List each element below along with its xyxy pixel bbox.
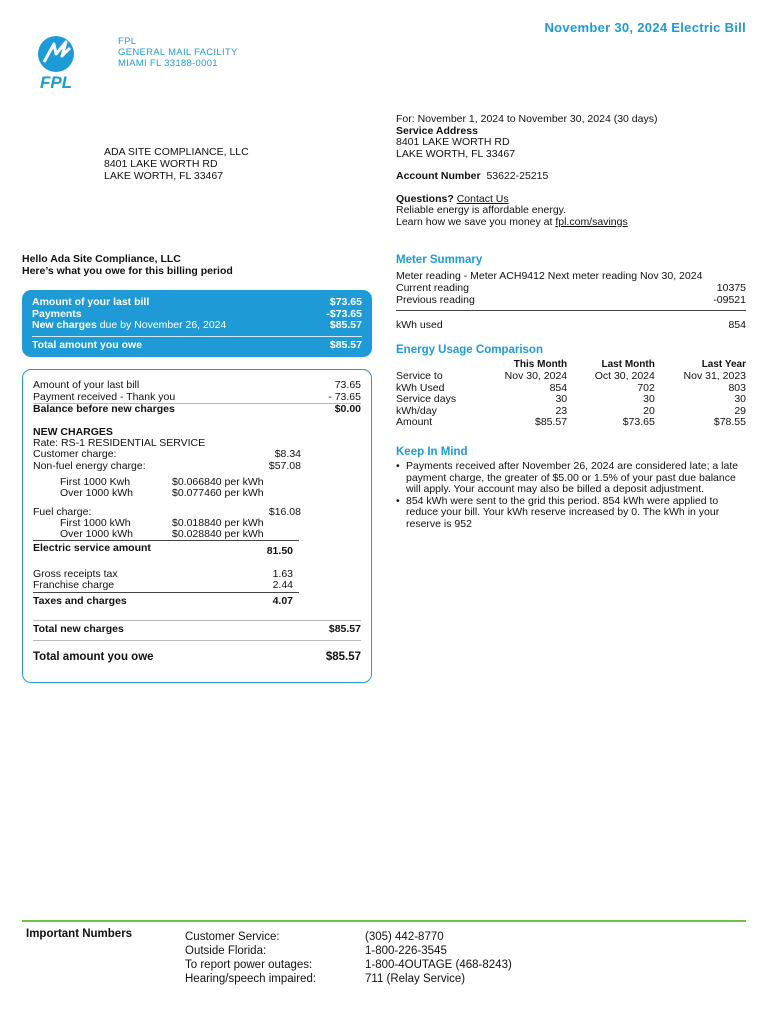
savings-link[interactable]: fpl.com/savings: [555, 215, 628, 228]
list-item: • 854 kWh were sent to the grid this period. 854 kWh were applied to reduce your bill. Your kWh reserve increased by 0. The kWh in your reserve is 952: [396, 496, 746, 531]
logo-text: FPL: [40, 73, 73, 92]
bill-title: November 30, 2024 Electric Bill: [544, 20, 746, 35]
important-numbers-values: (305) 442-8770 1-800-226-3545 1-800-4OUTAGE (468-8243) 711 (Relay Service): [365, 931, 512, 985]
keep-in-mind: Keep In Mind • Payments received after November 26, 2024 are considered late; a late payment charge, the greater of $5.00 or 1.5% of your past due balance will apply. Your account may also be billed a deposit adjustment. • 854 kWh were sent to the grid this period. 854 kWh were applied to reduce your bill. Your kWh reserve increased by 0. The kWh in your reserve is 952: [396, 446, 746, 530]
billing-period: For: November 1, 2024 to November 30, 2024 (30 days): [396, 113, 658, 125]
contact-us-link[interactable]: Contact Us: [456, 192, 509, 205]
list-item: • Payments received after November 26, 2024 are considered late; a late payment charge, the greater of $5.00 or 1.5% of your past due balance will apply. Your account may also be billed a deposit adjustment.: [396, 461, 746, 496]
meter-summary: Meter Summary Meter reading - Meter ACH9412 Next meter reading Nov 30, 2024 Current reading 10375 Previous reading -09521 kWh used 854: [396, 254, 746, 331]
service-address-label: Service Address: [396, 124, 478, 137]
fpl-logo: [34, 32, 106, 96]
footer-divider: [22, 920, 746, 922]
recipient-address: ADA SITE COMPLIANCE, LLC 8401 LAKE WORTH RD LAKE WORTH, FL 33467: [104, 146, 249, 182]
sender-address: FPL GENERAL MAIL FACILITY MIAMI FL 33188-0001: [118, 36, 238, 69]
table-row: Service days 30 30 30: [396, 393, 746, 405]
amount-summary-box: Amount of your last bill $73.65 Payments -$73.65 New charges due by November 26, 2024 $85.57 Total amount you owe $85.57: [22, 290, 372, 357]
important-numbers-labels: Customer Service: Outside Florida: To report power outages: Hearing/speech impaired:: [185, 931, 317, 985]
table-row: Amount $85.57 $73.65 $78.55: [396, 416, 746, 428]
table-row: kWh Used 854 702 803: [396, 381, 746, 394]
usage-table: This Month Last Month Last Year Service to Nov 30, 2024 Oct 30, 2024 Nov 31, 2023 kWh Used 854 702 803 Service days 30 30 30 kWh/day 23 20 29 Amount $85.57 $73.65 $78.55: [396, 359, 746, 428]
account-info: For: November 1, 2024 to November 30, 2024 (30 days) Service Address 8401 LAKE WORTH RD LAKE WORTH, FL 33467 Account Number 53622-25215 Questions? Contact Us Reliable energy is affordable energy. Learn how we save you money at fpl.com/savings: [396, 114, 746, 228]
account-number: Account Number 53622-25215: [396, 170, 549, 182]
table-row: kWh/day 23 20 29: [396, 404, 746, 417]
energy-usage-comparison: Energy Usage Comparison This Month Last Month Last Year Service to Nov 30, 2024 Oct 30, 2024 Nov 31, 2023 kWh Used 854 702 803 Service days 30 30 30 kWh/day 23 20 29 Amount $85.57 $73.65 $78.55: [396, 344, 746, 428]
important-numbers-title: Important Numbers: [26, 928, 133, 940]
summary-total: Total amount you owe $85.57: [32, 338, 362, 351]
charges-detail-box: Amount of your last bill 73.65 Payment received - Thank you - 73.65 Balance before new charges $0.00 NEW CHARGES Rate: RS-1 RESIDENTIAL SERVICE Customer charge: $8.34 Non-fuel energy charge: $57.08 First 1000 Kwh $0.066840 per kWh Over 1000 kWh $0.077460 per kWh Fuel charge: $16.08 First 1000 kWh $0.018840 per kWh Over 1000 kWh $0.028840 per kWh Electric service amount 81.50 Gross receipts tax 1.63 Franchise charge 2.44 Taxes and charges 4.07 Total new charges $85.57 Total amount you owe $85.57: [22, 369, 372, 683]
detail-total-owe: Total amount you owe $85.57: [33, 651, 361, 663]
greeting: Hello Ada Site Compliance, LLC Here’s what you owe for this billing period: [22, 253, 233, 277]
table-row: Service to Nov 30, 2024 Oct 30, 2024 Nov 31, 2023: [396, 370, 746, 382]
